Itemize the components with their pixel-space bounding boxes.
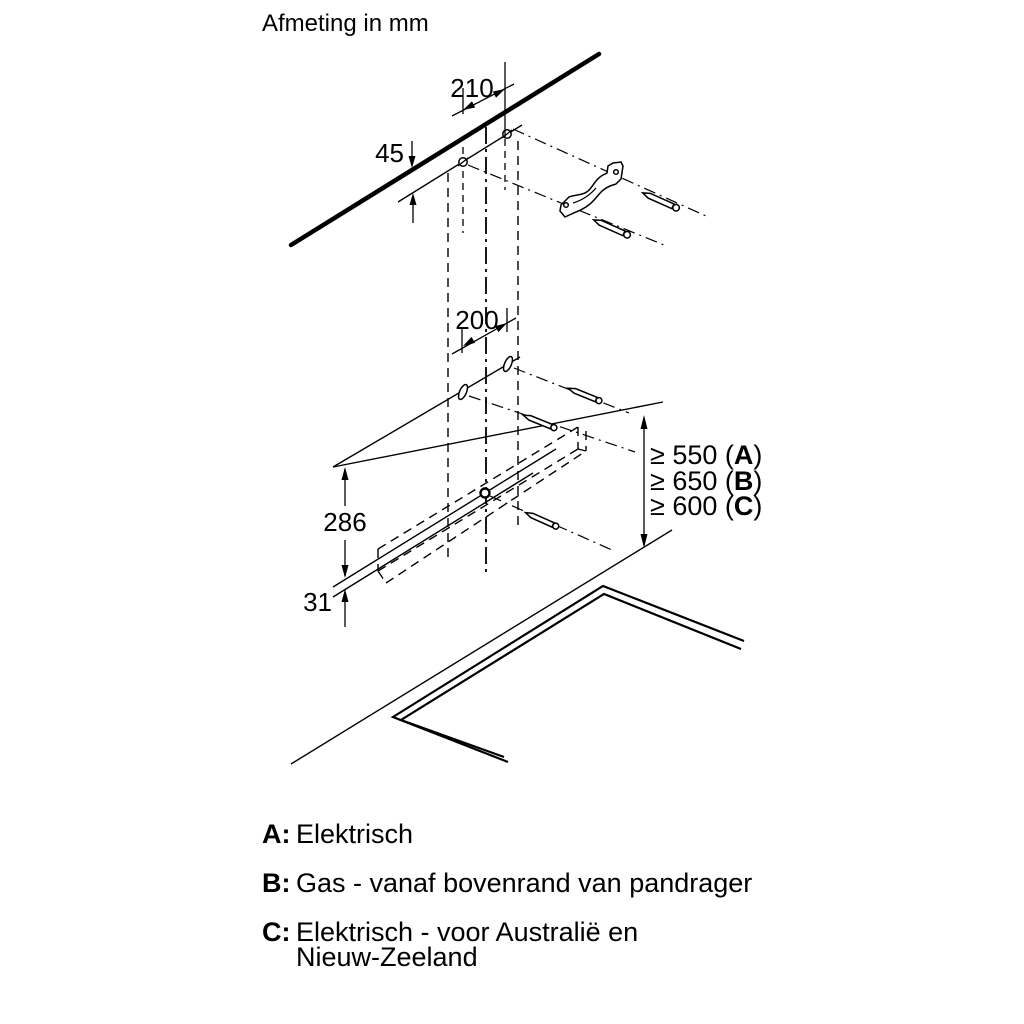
dim-286-label: 286 xyxy=(323,507,367,537)
legend-text-c-line1: Elektrisch - voor Australië en xyxy=(296,917,639,947)
dim-210-label: 210 xyxy=(450,73,494,103)
dim-286-arrowhead-up xyxy=(342,467,349,480)
clearance-label-a: ≥ 550 (A) xyxy=(650,440,763,470)
dim-286-arrowhead-down xyxy=(342,565,349,578)
hood-top-depth-edge-line xyxy=(333,402,663,467)
wall-top-edge-line xyxy=(291,54,599,245)
dim-200-label: 200 xyxy=(455,305,499,335)
screw-icon-body-upper xyxy=(567,385,603,404)
dim-31-label: 31 xyxy=(303,587,332,617)
clearance-arrowhead-up xyxy=(641,415,648,429)
legend-text-c-line2: Nieuw-Zeeland xyxy=(296,942,478,972)
legend-key-c: C: xyxy=(262,917,291,947)
clearance-label-b: ≥ 650 (B) xyxy=(650,466,763,496)
dim-210-arrowhead-right xyxy=(493,89,505,98)
rail-center-hole xyxy=(481,489,490,498)
keyhole-slot-right xyxy=(502,355,515,372)
dim-45-label: 45 xyxy=(375,138,404,168)
screw-icon-bracket-lower xyxy=(592,217,631,239)
chimney-bracket-icon xyxy=(560,162,623,217)
keyhole-reference-line xyxy=(333,357,520,467)
legend-key-b: B: xyxy=(262,868,291,898)
legend-key-a: A: xyxy=(262,819,291,849)
clearance-label-c: ≥ 600 (C) xyxy=(650,491,763,521)
screw-icon-bracket-upper xyxy=(641,190,680,212)
hob-outline xyxy=(393,586,744,762)
legend xyxy=(262,819,752,972)
page-title: Afmeting in mm xyxy=(262,10,429,37)
screw-icon-rail xyxy=(524,510,559,530)
legend-text-b: Gas - vanaf bovenrand van pandrager xyxy=(296,868,753,898)
legend-text-a: Elektrisch xyxy=(296,819,414,849)
keyhole-slot-left xyxy=(457,383,470,400)
